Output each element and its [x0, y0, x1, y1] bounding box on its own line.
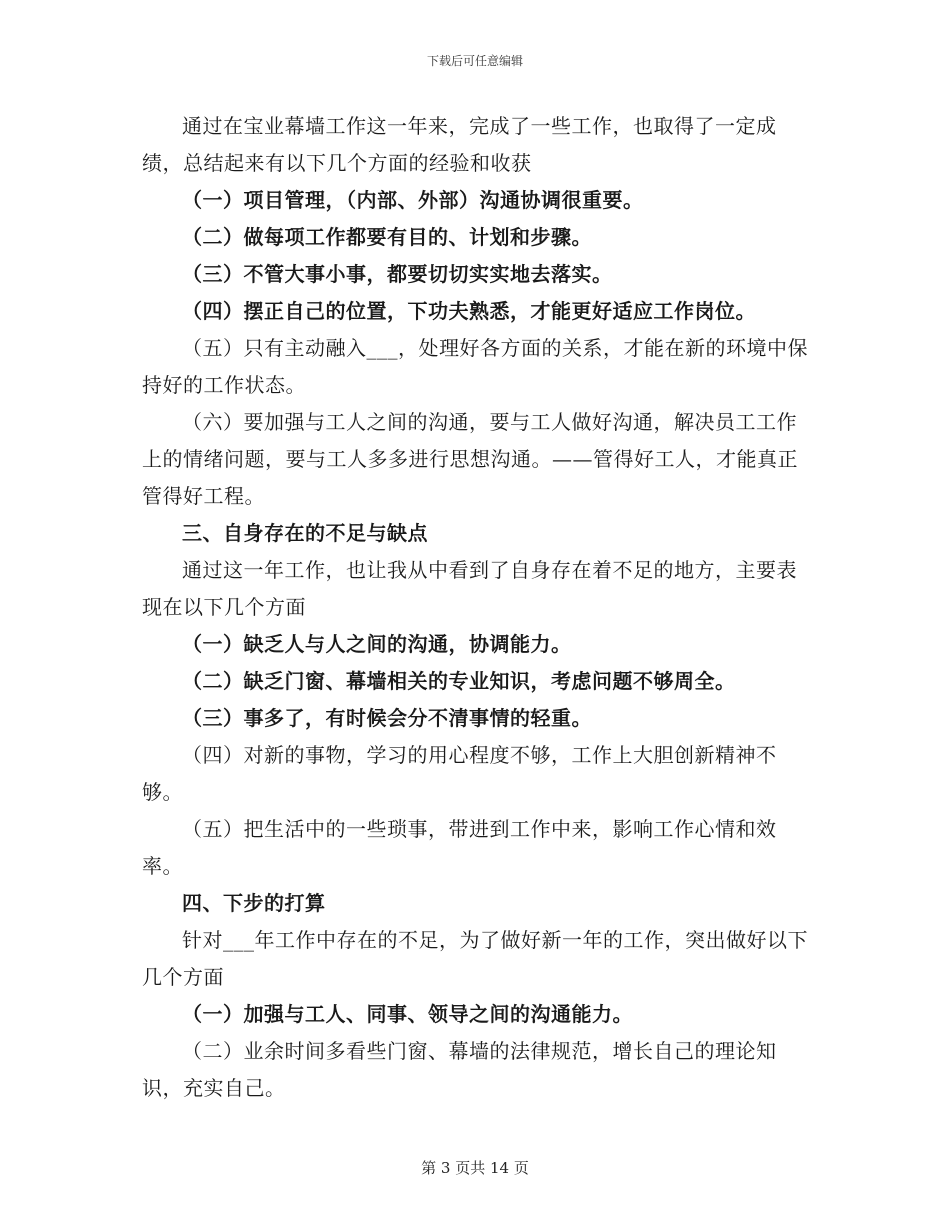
- paragraph-shortcoming-1: （一）缺乏人与人之间的沟通，协调能力。: [182, 632, 572, 656]
- paragraph-experience-6: （六）要加强与工人之间的沟通，要与工人做好沟通，解决员工工作上的情绪问题，要与工人多多进行思想沟通。——管得好工人，才能真正管得好工程。: [142, 410, 798, 508]
- paragraph-shortcoming-2: （二）缺乏门窗、幕墙相关的专业知识，考虑问题不够周全。: [182, 669, 736, 693]
- page-header: 下载后可任意编辑: [426, 54, 523, 68]
- paragraph-experience-4: （四）摆正自己的位置，下功夫熟悉，才能更好适应工作岗位。: [182, 299, 756, 323]
- paragraph-plans-intro: 针对___年工作中存在的不足，为了做好新一年的工作，突出做好以下几个方面: [142, 928, 808, 989]
- paragraph-experience-3: （三）不管大事小事，都要切切实实地去落实。: [182, 262, 613, 286]
- paragraph-shortcomings-intro: 通过这一年工作，也让我从中看到了自身存在着不足的地方，主要表现在以下几个方面: [142, 558, 797, 619]
- paragraph-plan-1: （一）加强与工人、同事、领导之间的沟通能力。: [182, 1002, 633, 1026]
- paragraph-experience-5: （五）只有主动融入___，处理好各方面的关系，才能在新的环境中保持好的工作状态。: [142, 336, 808, 397]
- document-body: [142, 108, 808, 1107]
- page-number: 第 3 页共 14 页: [421, 1159, 529, 1177]
- paragraph-plan-2: （二）业余时间多看些门窗、幕墙的法律规范，增长自己的理论知识，充实自己。: [142, 1039, 777, 1100]
- paragraph-experience-1: （一）项目管理，（内部、外部）沟通协调很重要。: [182, 188, 644, 212]
- section-heading-shortcomings: 三、自身存在的不足与缺点: [182, 521, 428, 545]
- paragraph-shortcoming-5: （五）把生活中的一些琐事，带进到工作中来，影响工作心情和效率。: [142, 817, 777, 878]
- section-heading-plans: 四、下步的打算: [182, 891, 326, 915]
- paragraph-shortcoming-4: （四）对新的事物，学习的用心程度不够，工作上大胆创新精神不够。: [142, 743, 777, 804]
- paragraph-intro: 通过在宝业幕墙工作这一年来，完成了一些工作，也取得了一定成绩，总结起来有以下几个方面的经验和收获: [142, 114, 777, 175]
- paragraph-shortcoming-3: （三）事多了，有时候会分不清事情的轻重。: [182, 706, 592, 730]
- paragraph-experience-2: （二）做每项工作都要有目的、计划和步骤。: [182, 225, 592, 249]
